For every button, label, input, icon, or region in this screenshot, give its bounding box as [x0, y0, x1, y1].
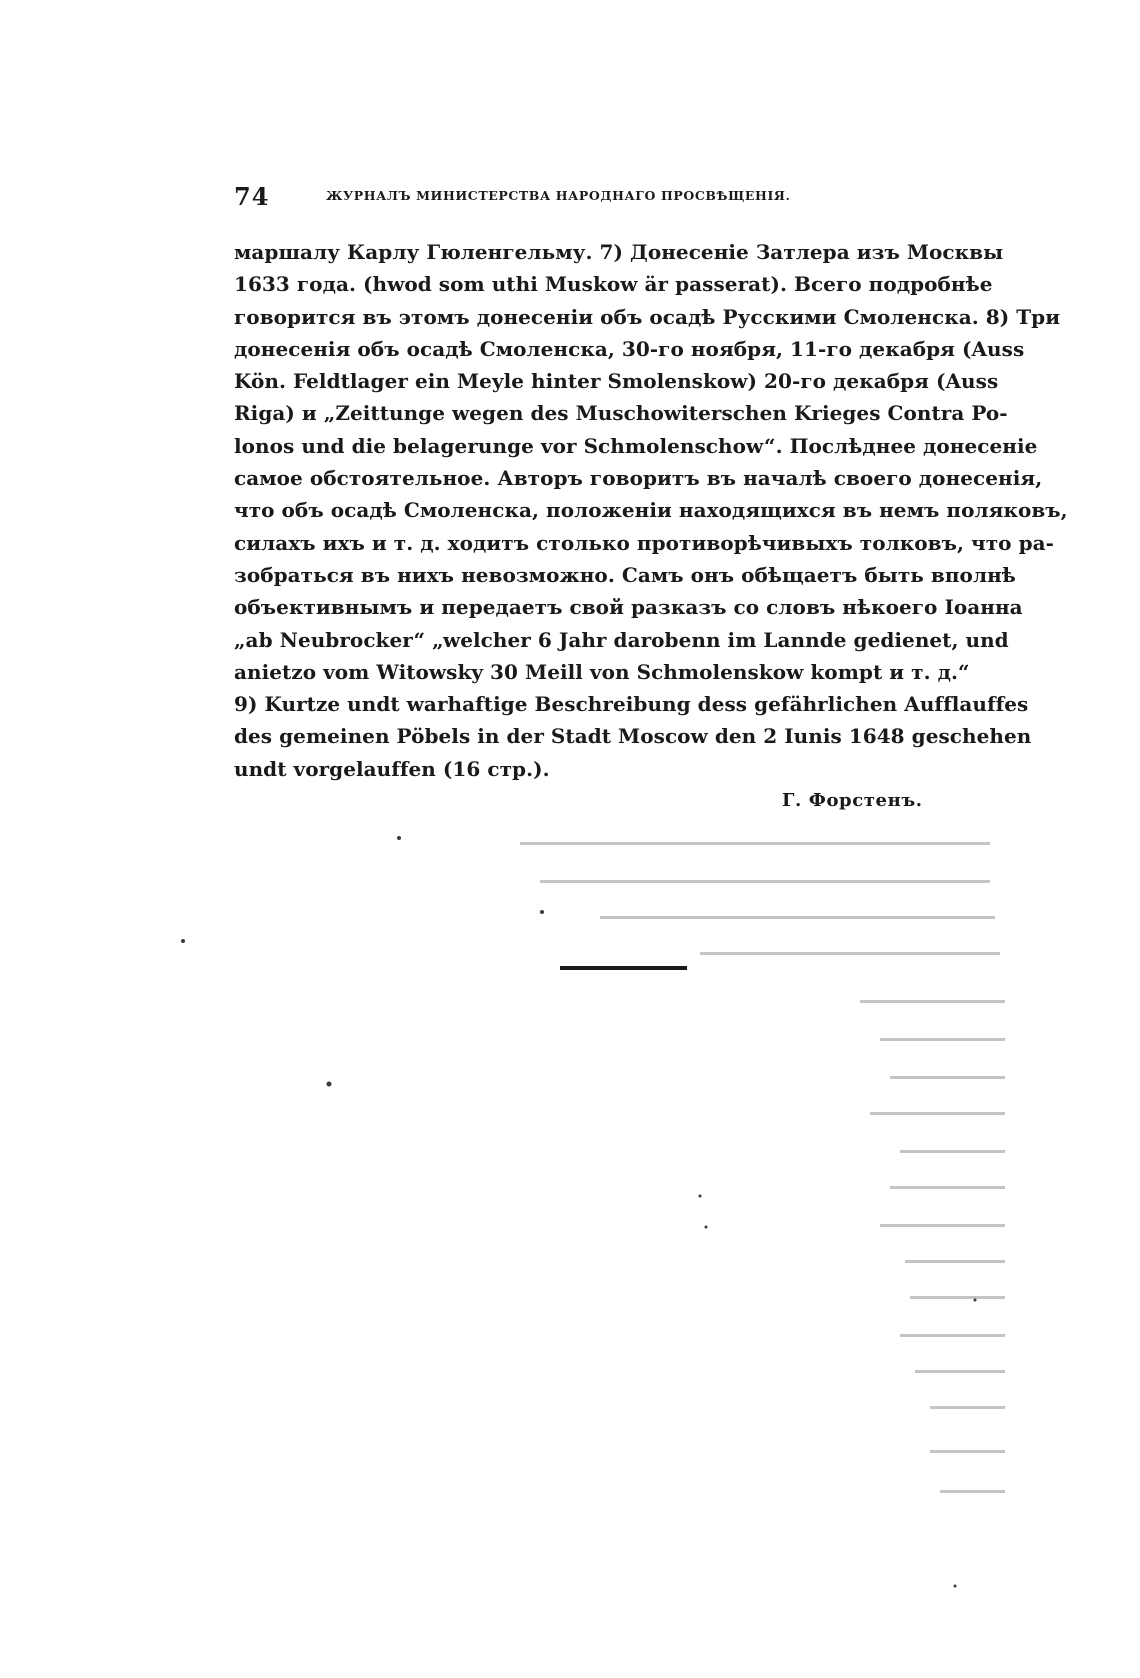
text-line: говорится въ этомъ донесеніи объ осадѣ Русскими Смоленска. 8) Три [234, 304, 1061, 329]
text-line: 1633 года. (hwod som uthi Muskow är passerat). Всего подробнѣе [234, 272, 993, 297]
text-line: „ab Neubrocker“ „welcher 6 Jahr darobenn im Lannde gedienet, und [234, 627, 1009, 652]
text-line: зобраться въ нихъ невозможно. Самъ онъ обѣщаетъ быть вполнѣ [234, 562, 1016, 587]
text-line: самое обстоятельное. Авторъ говоритъ въ началѣ своего донесенія, [234, 466, 1043, 491]
text-line: объективнымъ и передаетъ свой разказъ со словъ нѣкоего Іоанна [234, 595, 1023, 620]
text-line: Riga) и „Zeittunge wegen des Muschowiterschen Krieges Contra Po- [234, 401, 1008, 426]
text-line: undt vorgelauffen (16 стр.). [234, 756, 550, 781]
text-line: 9) Kurtze undt warhaftige Beschreibung dess gefährlichen Aufflauffes [234, 692, 1029, 717]
page-number: 74 [234, 182, 270, 211]
journal-title: ЖУРНАЛЪ МИНИСТЕРСТВА НАРОДНАГО ПРОСВѢЩЕНІЯ. [326, 188, 791, 203]
text-line: донесенія объ осадѣ Смоленска, 30-го ноября, 11-го декабря (Auss [234, 336, 1025, 361]
text-line: силахъ ихъ и т. д. ходитъ столько противорѣчивыхъ толковъ, что ра- [234, 530, 1054, 555]
text-line: lonos und die belagerunge vor Schmolenschow“. Послѣднее донесеніе [234, 433, 1038, 458]
text-line: des gemeinen Pöbels in der Stadt Moscow den 2 Iunis 1648 geschehen [234, 724, 1032, 749]
text-line: что объ осадѣ Смоленска, положеніи находящихся въ немъ поляковъ, [234, 498, 1068, 523]
text-line: Kön. Feldtlager ein Meyle hinter Smolenskow) 20-го декабря (Auss [234, 369, 999, 394]
body-text [234, 236, 1068, 785]
text-line: anietzo vom Witowsky 30 Meill von Schmolenskow kompt и т. д.“ [234, 659, 970, 684]
author-signature: Г. Форстенъ. [782, 790, 923, 811]
text-line: маршалу Карлу Гюленгельму. 7) Донесеніе Затлера изъ Москвы [234, 240, 1004, 264]
running-header [234, 182, 924, 212]
section-divider-rule [560, 966, 687, 970]
